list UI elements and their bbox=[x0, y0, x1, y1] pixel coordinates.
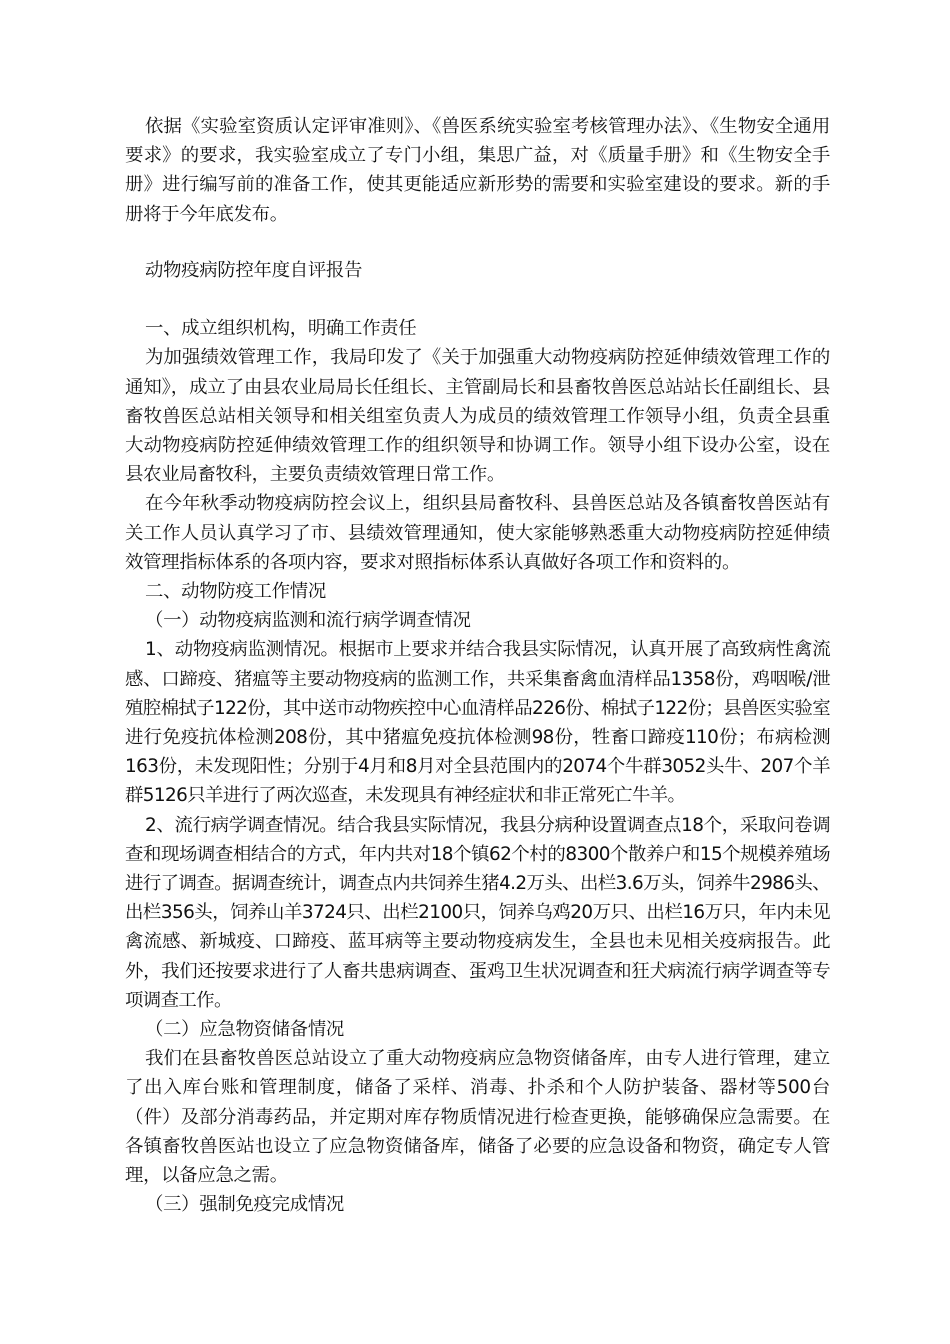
section-heading-organization: 一、成立组织机构，明确工作责任 bbox=[145, 318, 417, 340]
paragraph-emergency-supplies: 我们在县畜牧兽医总站设立了重大动物疫病应急物资储备库，由专人进行管理，建立了出入库台账和管理制度，储备了采样、消毒、扑杀和个人防护装备、器材等500台（件）及部分消毒药品，并定期对库存物质情况进行检查更换，能够确保应急需要。在各镇畜牧兽医站也设立了应急物资储备库，储备了必要的应急设备和物资，确定专人管理，以备应急之需。 bbox=[125, 1048, 830, 1187]
report-title: 动物疫病防控年度自评报告 bbox=[145, 259, 363, 281]
subsection-heading-emergency-supplies: （二）应急物资储备情况 bbox=[145, 1019, 344, 1041]
section-heading-epidemic-work: 二、动物防疫工作情况 bbox=[145, 581, 326, 603]
paragraph-epidemiological-survey: 2、流行病学调查情况。结合我县实际情况，我县分病种设置调查点18个，采取问卷调查和现场调查相结合的方式，年内共对18个镇62个村的8300个散养户和15个规模养殖场进行了调查。据调查统计，调查点内共饲养生猪4.2万头、出栏3.6万头，饲养牛2986头、出栏356头，饲养山羊3724只、出栏2100只，饲养乌鸡20万只、出栏16万只，年内未见禽流感、新城疫、口蹄疫、蓝耳病等主要动物疫病发生，全县也未见相关疫病报告。此外，我们还按要求进行了人畜共患病调查、蛋鸡卫生状况调查和狂犬病流行病学调查等专项调查工作。 bbox=[125, 814, 830, 1011]
paragraph-lab-manual: 依据《实验室资质认定评审准则》、《兽医系统实验室考核管理办法》、《生物安全通用要求》的要求，我实验室成立了专门小组，集思广益，对《质量手册》和《生物安全手册》进行编写前的准备工作，使其更能适应新形势的需要和实验室建设的要求。新的手册将于今年底发布。 bbox=[125, 116, 830, 225]
subsection-heading-monitoring: （一）动物疫病监测和流行病学调查情况 bbox=[145, 610, 471, 632]
document-body bbox=[125, 112, 830, 1220]
paragraph-performance-management: 为加强绩效管理工作，我局印发了《关于加强重大动物疫病防控延伸绩效管理工作的通知》，成立了由县农业局局长任组长、主管副局长和县畜牧兽医总站站长任副组长、县畜牧兽医总站相关领导和相关组室负责人为成员的绩效管理工作领导小组，负责全县重大动物疫病防控延伸绩效管理工作的组织领导和协调工作。领导小组下设办公室，设在县农业局畜牧科，主要负责绩效管理日常工作。 bbox=[125, 347, 830, 486]
paragraph-autumn-meeting: 在今年秋季动物疫病防控会议上，组织县局畜牧科、县兽医总站及各镇畜牧兽医站有关工作人员认真学习了市、县绩效管理通知，使大家能够熟悉重大动物疫病防控延伸绩效管理指标体系的各项内容，要求对照指标体系认真做好各项工作和资料的。 bbox=[125, 493, 830, 573]
subsection-heading-immunization: （三）强制免疫完成情况 bbox=[145, 1194, 344, 1216]
paragraph-disease-monitoring: 1、动物疫病监测情况。根据市上要求并结合我县实际情况，认真开展了高致病性禽流感、口蹄疫、猪瘟等主要动物疫病的监测工作，共采集畜禽血清样品1358份，鸡咽喉/泄殖腔棉拭子122份，其中送市动物疾控中心血清样品226份、棉拭子122份；县兽医实验室进行免疫抗体检测208份，其中猪瘟免疫抗体检测98份，牲畜口蹄疫110份；布病检测163份，未发现阳性；分别于4月和8月对全县范围内的2074个牛群3052头牛、207个羊群5126只羊进行了两次巡查，未发现具有神经症状和非正常死亡牛羊。 bbox=[125, 639, 830, 807]
